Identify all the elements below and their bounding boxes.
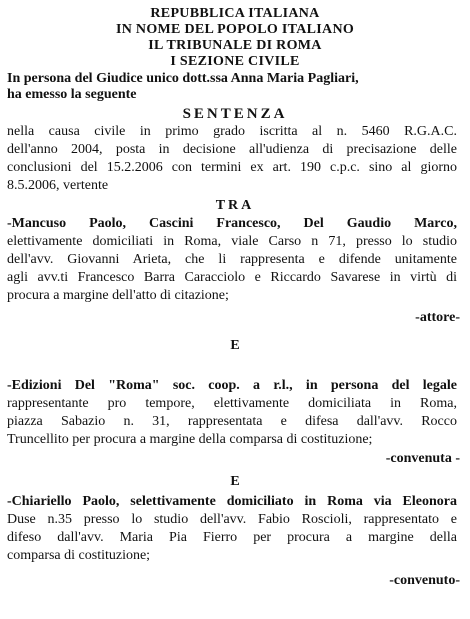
- convenuto-line-2: Duse n.35 presso lo studio dell'avv. Fabio Roscioli, rappresentato e: [7, 512, 457, 527]
- attore-names: -Mancuso Paolo, Cascini Francesco, Del Gaudio Marco,: [7, 216, 457, 231]
- separator-e-1: E: [230, 338, 240, 353]
- sentenza-line-3: conclusioni del 15.2.2006 con termini ex art. 190 c.p.c. sino al giorno: [7, 160, 457, 175]
- convenuta-name: -Edizioni Del "Roma" soc. coop. a r.l., in persona del legale: [7, 378, 457, 393]
- convenuto-line-4: comparsa di costituzione;: [7, 548, 151, 563]
- attore-line-2: elettivamente domiciliati in Roma, viale Carso n 71, presso lo studio: [7, 234, 457, 249]
- intro-issued: ha emesso la seguente: [7, 87, 137, 102]
- attore-role: -attore-: [415, 310, 460, 325]
- convenuta-line-2: rappresentante pro tempore, elettivamente domiciliata in Roma,: [7, 396, 457, 411]
- separator-e-2: E: [230, 474, 240, 489]
- convenuta-line-4: Truncellito per procura a margine della comparsa di costituzione;: [7, 432, 373, 447]
- convenuta-line-3: piazza Sabazio n. 31, rappresentata e difesa dall'avv. Rocco: [7, 414, 457, 429]
- convenuto-name: -Chiariello Paolo, selettivamente domiciliato in Roma via Eleonora: [7, 494, 457, 509]
- header-republic: REPUBBLICA ITALIANA: [150, 6, 320, 21]
- sentenza-line-1: nella causa civile in primo grado iscritta al n. 5460 R.G.A.C.: [7, 124, 457, 139]
- header-tribunal: IL TRIBUNALE DI ROMA: [148, 38, 322, 53]
- sentenza-line-4: 8.5.2006, vertente: [7, 178, 109, 193]
- attore-line-4: agli avv.ti Francesco Barra Caracciolo e Riccardo Savarese in virtù di: [7, 270, 457, 285]
- sentenza-title: SENTENZA: [182, 106, 288, 122]
- convenuto-line-3: difeso dall'avv. Maria Pia Fierro per procura a margine della: [7, 530, 457, 545]
- header-section: I SEZIONE CIVILE: [170, 54, 300, 69]
- convenuto-role: -convenuto-: [389, 573, 460, 588]
- tra-heading: TRA: [215, 198, 255, 213]
- attore-line-3: dell'avv. Giovanni Arieta, che li rappresenta e difende unitamente: [7, 252, 457, 267]
- intro-judge: In persona del Giudice unico dott.ssa Anna Maria Pagliari,: [7, 71, 359, 86]
- convenuta-role: -convenuta -: [385, 451, 460, 466]
- header-people: IN NOME DEL POPOLO ITALIANO: [115, 22, 355, 37]
- sentenza-line-2: dell'anno 2004, posta in decisione all'udienza di precisazione delle: [7, 142, 457, 157]
- attore-line-5: procura a margine dell'atto di citazione;: [7, 288, 229, 303]
